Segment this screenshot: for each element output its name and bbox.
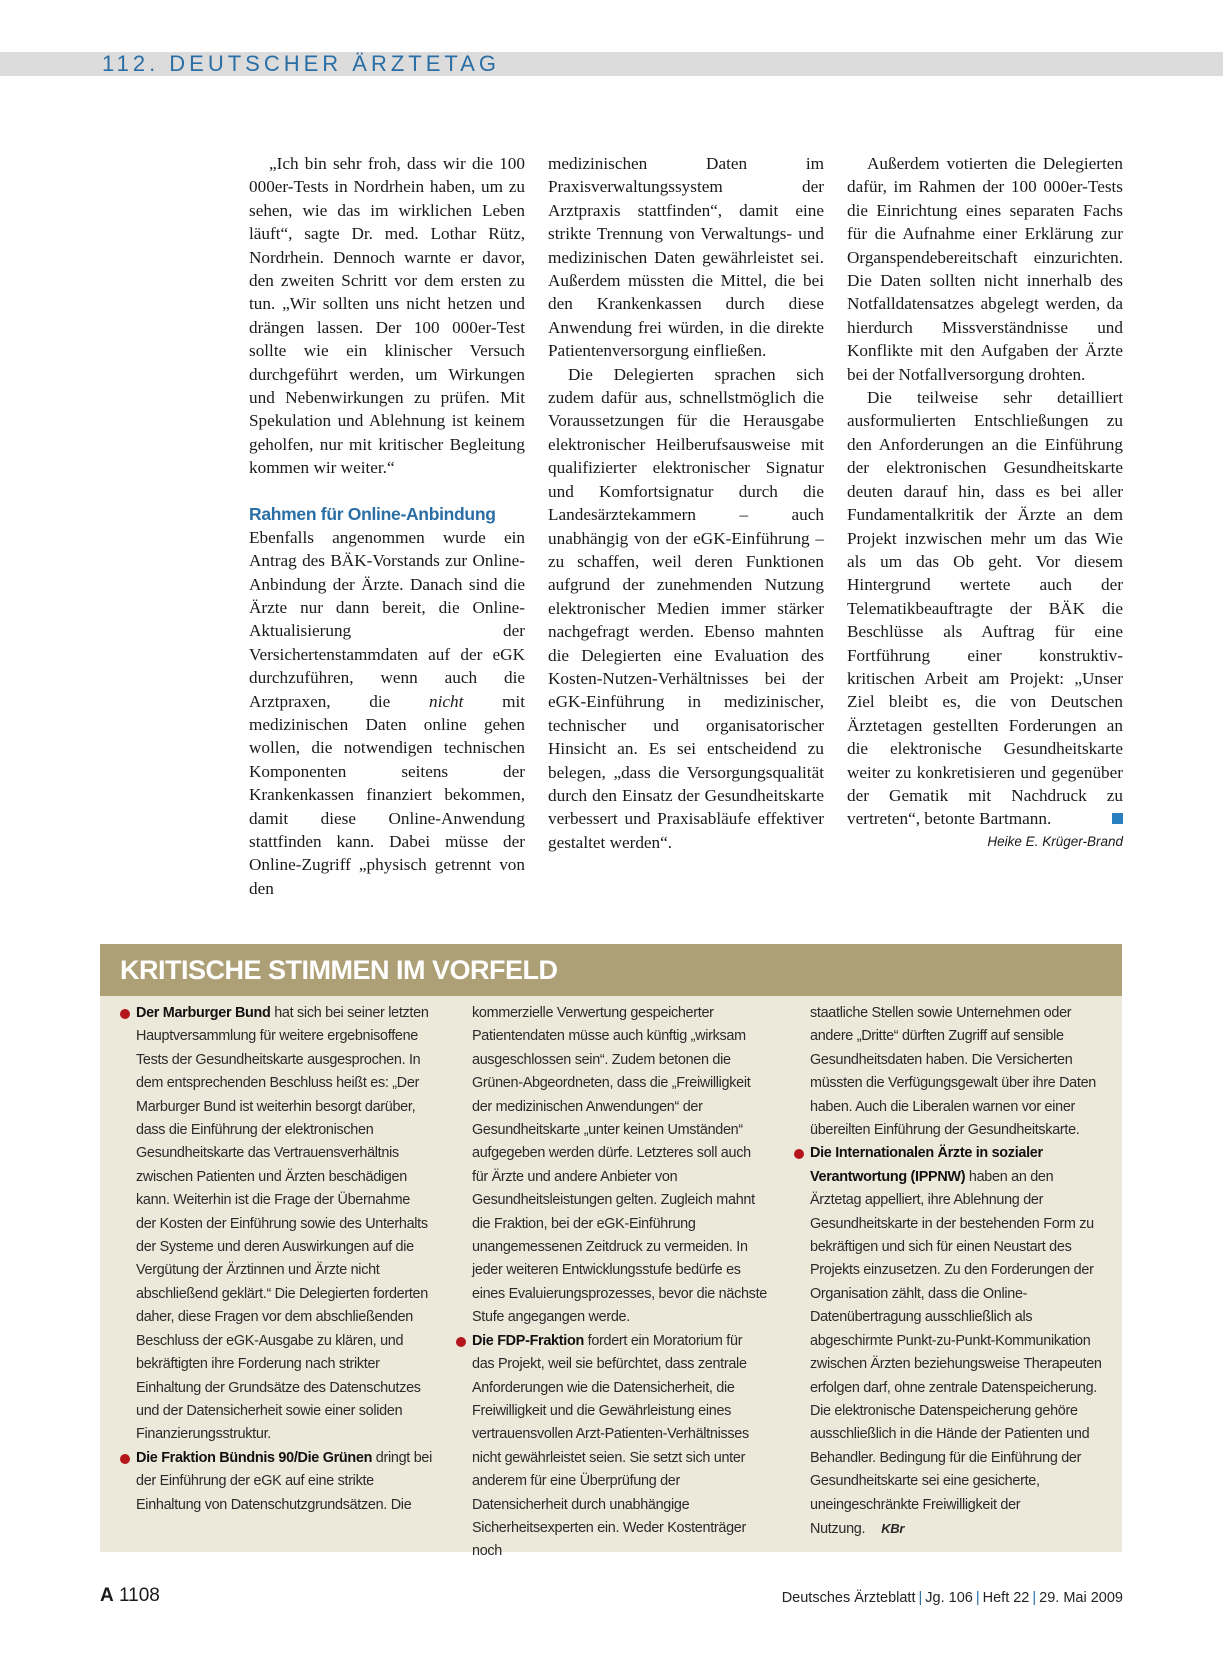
box-column-3	[810, 1002, 1106, 1541]
bullet-icon	[120, 1009, 130, 1019]
paragraph: kommerzielle Verwertung gespeicherter Patientendaten müsse auch künftig „wirksam ausgeschlossen sein“. Zudem betonen die Grünen-Abgeordneten, dass die „Freiwilligkeit der medizinischen Anwendungen“ der Gesundheitskarte „unter keinen Umständen“ aufgegeben werden dürfe. Letzteres soll auch für Ärzte und andere Anbieter von Gesundheitsleistungen gelten. Zugleich mahnt die Fraktion, bei der eGK-Einführung unangemessenen Zeitdruck zu vermeiden. In jeder weiteren Entwicklungsstufe bedürfe es eines Evaluierungsprozesses, bevor die nächste Stufe angegangen werde.	[472, 1005, 767, 1326]
list-item: Die Internationalen Ärzte in sozialer Verantwortung (IPPNW) haben an den Ärztetag appelliert, ihre Ablehnung der Gesundheitskarte in der bestehenden Form zu bekräftigen und sich für einen Neustart des Projekts einzusetzen. Zu den Forderungen der Organisation zählt, dass die Online-Datenübertragung ausschließlich als abgeschirmte Punkt-zu-Punkt-Kommunikation zwischen Ärzten beziehungsweise Therapeuten erfolgen darf, ohne zentrale Datenspeicherung. Die elektronische Datenspeicherung gehöre ausschließlich in die Hände der Patienten und Behandler. Bedingung für die Einführung der Gesundheitskarte sei eine gesicherte, uneingeschränkte Freiwilligkeit der Nutzung. KBr	[810, 1142, 1106, 1541]
box-column-2	[472, 1002, 768, 1564]
bullet-icon	[120, 1454, 130, 1464]
paragraph: Ebenfalls angenommen wurde ein Antrag des BÄK-Vorstands zur Online-Anbindung der Ärzte. Danach sind die Ärzte nur dann bereit, die Online-Aktualisierung der Versichertenstammdaten auf der eGK durchzuführen, wenn auch die Arztpraxen, die nicht mit medizinischen Daten online gehen wollen, die notwendigen technischen Komponenten seitens der Krankenkassen finanziert bekommen, damit diese Online-Anwendung stattfinden kann. Dabei müsse der Online-Zugriff „physisch getrennt von den	[249, 527, 525, 898]
paragraph: medizinischen Daten im Praxisverwaltungssystem der Arztpraxis stattfinden“, damit eine strikte Trennung von Verwaltungs- und medizinischen Daten gewährleistet sei. Außerdem müssten die Mittel, die bei den Krankenkassen durch diese Anwendung frei würden, in die direkte Patientenversorgung einfließen.	[548, 154, 824, 361]
end-mark-icon	[1112, 813, 1123, 824]
paragraph: staatliche Stellen sowie Unternehmen oder andere „Dritte“ dürften Zugriff auf sensible Gesundheitsdaten haben. Die Versicherten müssten die Verfügungsgewalt über ihre Daten haben. Auch die Liberalen warnen vor einer übereilten Einführung der Gesundheitskarte.	[810, 1005, 1096, 1139]
paragraph: „Ich bin sehr froh, dass wir die 100 000er-Tests in Nordrhein haben, um zu sehen, wie das im wirklichen Leben läuft“, sagte Dr. med. Lothar Rütz, Nordrhein. Dennoch warnte er davor, den zweiten Schritt vor dem ersten zu tun. „Wir sollten uns nicht hetzen und drängen lassen. Der 100 000er-Test sollte wie ein klinischer Versuch durchgeführt werden, um Wirkungen und Nebenwirkungen zu prüfen. Mit Spekulation und Ablehnung ist keinem geholfen, nur mit kritischer Begleitung kommen wir weiter.“	[249, 154, 525, 478]
article-column-1	[249, 152, 525, 900]
section-header: 112. DEUTSCHER ÄRZTETAG	[102, 51, 501, 76]
box-column-1	[136, 1002, 432, 1517]
journal-info: Deutsches Ärzteblatt | Jg. 106 | Heft 22 | 29. Mai 2009	[781, 1590, 1123, 1606]
article-column-3	[847, 152, 1123, 853]
subheading: Rahmen für Online-Anbindung	[249, 503, 496, 524]
paragraph: Außerdem votierten die Delegierten dafür, im Rahmen der 100 000er-Tests die Einrichtung eines separaten Fachs für die Aufnahme einer Erklärung zur Organspendebereitschaft einzurichten. Die Daten sollten nicht innerhalb des Notfalldatensatzes abgelegt werden, da hierdurch Missverständnisse und Konflikte mit den Aufgaben der Ärzte bei der Notfallversorgung drohten.	[847, 154, 1123, 384]
list-item: Die FDP-Fraktion fordert ein Moratorium für das Projekt, weil sie befürchtet, dass zentrale Anforderungen wie die Datensicherheit, die Freiwilligkeit und die Gewährleistung eines vertrauensvollen Arzt-Patienten-Verhältnisses nicht gewährleistet seien. Sie setzt sich unter anderem für eine Überprüfung der Datensicherheit durch unabhängige Sicherheitsexperten ein. Weder Kostenträger noch	[472, 1330, 768, 1564]
author-byline: Heike E. Krüger-Brand	[987, 833, 1123, 849]
sidebar-box-title: KRITISCHE STIMMEN IM VORFELD	[120, 955, 558, 985]
bullet-icon	[456, 1337, 466, 1347]
article-column-2	[548, 152, 824, 854]
list-item: Die Fraktion Bündnis 90/Die Grünen dringt bei der Einführung der eGK auf eine strikte Einhaltung von Datenschutzgrundsätzen. Die	[136, 1447, 432, 1517]
paragraph: Die Delegierten sprachen sich zudem dafür aus, schnellstmöglich die Voraussetzungen für die Herausgabe elektronischer Heilberufsausweise mit qualifizierter elektronischer Signatur und Komfortsignatur durch die Landesärztekammern – auch unabhängig von der eGK-Einführung – zu schaffen, weil deren Funktionen aufgrund der zunehmenden Nutzung elektronischer Medien immer stärker nachgefragt werden. Ebenso mahnten die Delegierten eine Evaluation des Kosten-Nutzen-Verhältnisses bei der eGK-Einführung in medizinischer, technischer und organisatorischer Hinsicht an. Es sei entscheidend zu belegen, „dass die Versorgungsqualität durch den Einsatz der Gesundheitskarte verbessert und Praxisabläufe effektiver gestaltet werden“.	[548, 364, 824, 852]
paragraph: Die teilweise sehr detailliert ausformulierten Entschließungen zu den Anforderungen an die Einführung der elektronischen Gesundheitskarte deuten darauf hin, dass es bei aller Fundamentalkritik der Ärzte an dem Projekt inzwischen mehr um das Wie als um das Ob geht. Vor diesem Hintergrund wertete auch der Telematikbeauftragte der BÄK die Beschlüsse als Auftrag für eine Fortführung einer konstruktiv-kritischen Arbeit am Projekt: „Unser Ziel bleibt es, die von Deutschen Ärztetagen gestellten Forderungen an die elektronische Gesundheitskarte weiter zu konkretisieren und gegenüber der Gematik mit Nachdruck zu vertreten“, betonte Bartmann.	[847, 388, 1123, 829]
page-number: A 1108	[100, 1585, 160, 1606]
box-signature: KBr	[881, 1520, 905, 1536]
list-item: Der Marburger Bund hat sich bei seiner letzten Hauptversammlung für weitere ergebnisoffene Tests der Gesundheitskarte ausgesprochen. In dem entsprechenden Beschluss heißt es: „Der Marburger Bund ist weiterhin besorgt darüber, dass die Einführung der elektronischen Gesundheitskarte das Vertrauensverhältnis zwischen Patienten und Ärzten beschädigen kann. Weiterhin ist die Frage der Übernahme der Kosten der Einführung sowie des Unterhalts der Systeme und deren Auswirkungen auf die Vergütung der Ärztinnen und Ärzte nicht abschließend geklärt.“ Die Delegierten forderten daher, diese Fragen vor dem abschließenden Beschluss der eGK-Ausgabe zu klären, und bekräftigten ihre Forderung nach strikter Einhaltung der Grundsätze des Datenschutzes und der Datensicherheit sowie einer soliden Finanzierungsstruktur.	[136, 1002, 432, 1447]
